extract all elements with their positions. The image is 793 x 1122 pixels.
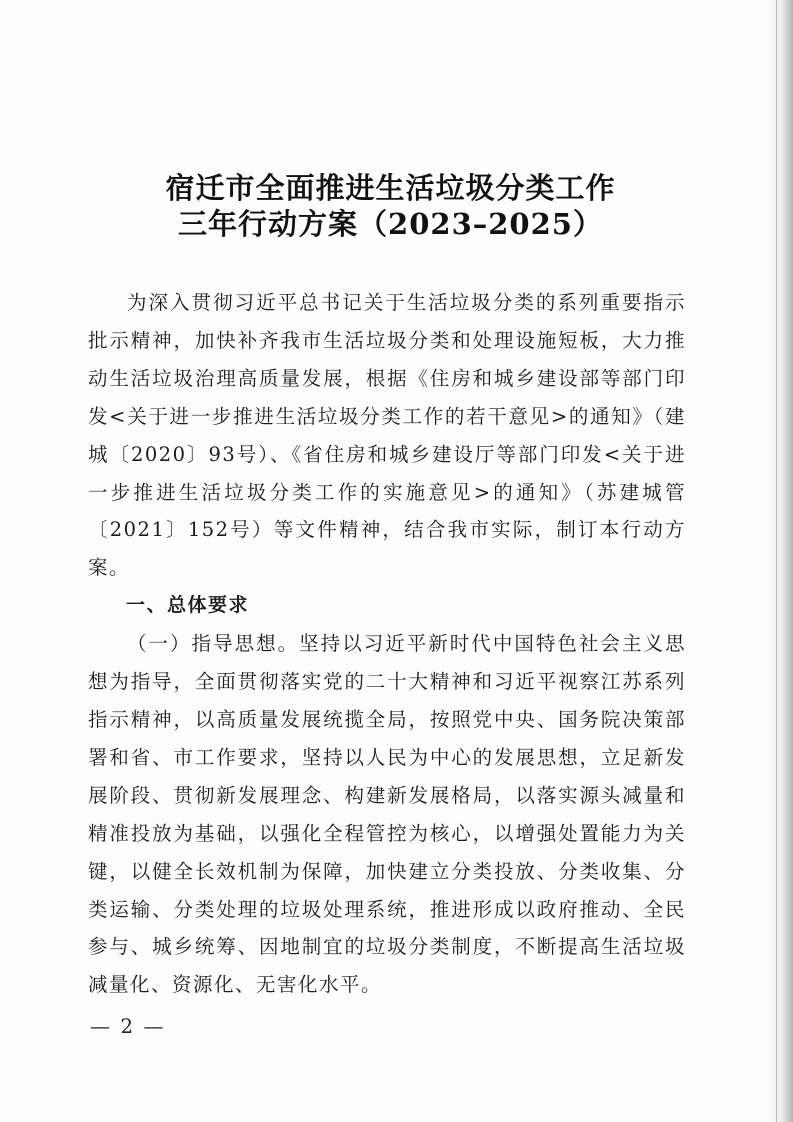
section-heading-general-requirements: 一、总体要求 [126,594,250,617]
guiding-ideology-paragraph: （一）指导思想。坚持以习近平新时代中国特色社会主义思想为指导，全面贯彻落实党的二十大精神和习近平视察江苏系列指示精神，以高质量发展统揽全局，按照党中央、国务院决策部署和省、市工作要求，坚持以人民为中心的发展思想，立足新发展阶段、贯彻新发展理念、构建新发展格局，以落实源头减量和精准投放为基础，以强化全程管控为核心，以增强处置能力为关键，以健全长效机制为保障，加快建立分类投放、分类收集、分类运输、分类处理的垃圾处理系统，推进形成以政府推动、全民参与、城乡统筹、因地制宜的垃圾分类制度，不断提高生活垃圾减量化、资源化、无害化水平。 [88,632,686,997]
intro-paragraph: 为深入贯彻习近平总书记关于生活垃圾分类的系列重要指示批示精神，加快补齐我市生活垃圾分类和处理设施短板，大力推动生活垃圾治理高质量发展，根据《住房和城乡建设部等部门印发<关于进一步推进生活垃圾分类工作的若干意见>的通知》（建城〔2020〕93号）、《省住房和城乡建设厅等部门印发<关于进一步推进生活垃圾分类工作的实施意见>的通知》（苏建城管〔2021〕152号）等文件精神，结合我市实际，制订本行动方案。 [88,291,686,580]
page-number: — 2 — [90,1014,166,1038]
document-title-line-1: 宿迁市全面推进生活垃圾分类工作 [165,171,616,205]
document-title-line-2: 三年行动方案（2023–2025） [178,207,603,241]
document-body [88,284,686,1004]
